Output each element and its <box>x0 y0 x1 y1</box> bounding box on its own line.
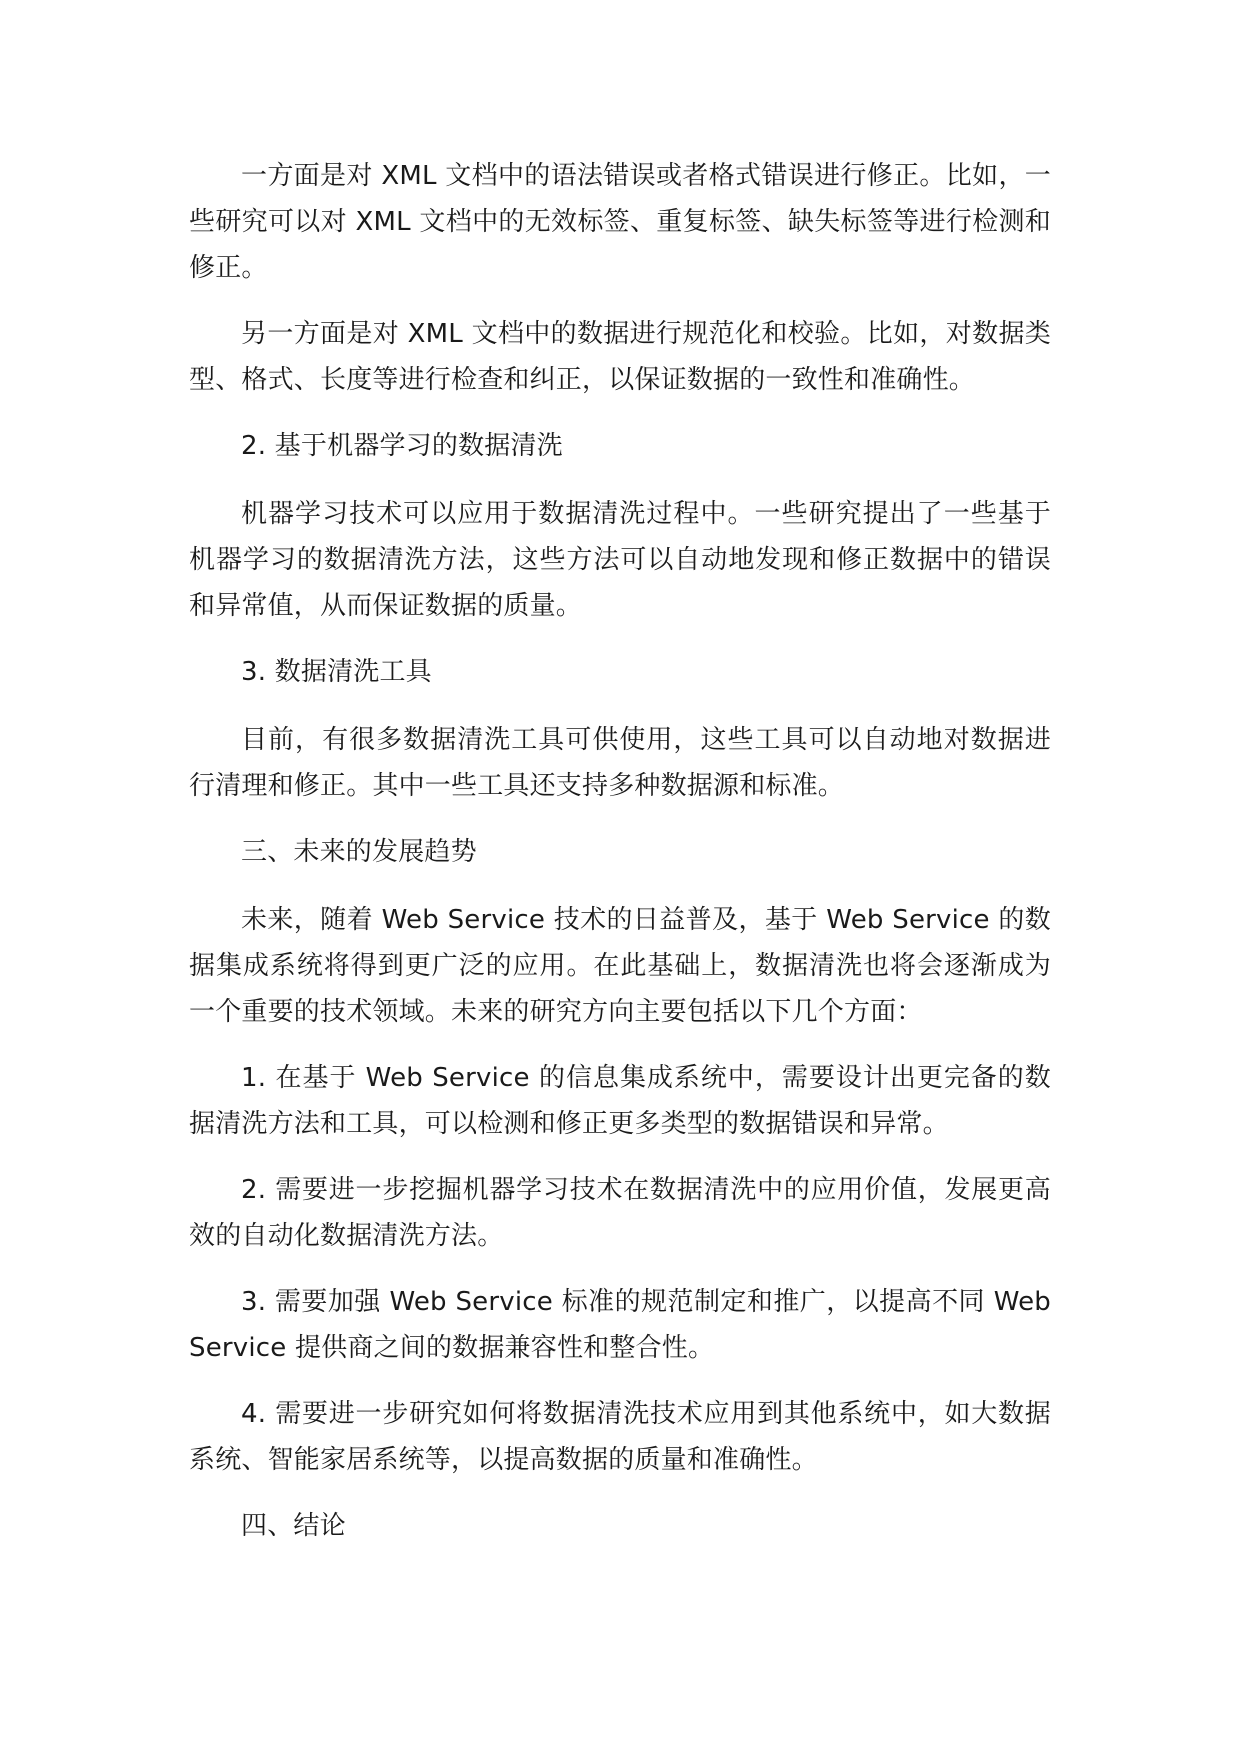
document-body <box>189 153 1051 1571</box>
section-heading-ml-cleaning: 2. 基于机器学习的数据清洗 <box>241 431 563 461</box>
paragraph-ml-cleaning: 机器学习技术可以应用于数据清洗过程中。一些研究提出了一些基于机器学习的数据清洗方法，这些方法可以自动地发现和修正数据中的错误和异常值，从而保证数据的质量。 <box>189 499 1051 621</box>
paragraph-xml-data-normalization: 另一方面是对 XML 文档中的数据进行规范化和校验。比如，对数据类型、格式、长度等进行检查和纠正，以保证数据的一致性和准确性。 <box>189 319 1051 395</box>
paragraph-cleaning-tools: 目前，有很多数据清洗工具可供使用，这些工具可以自动地对数据进行清理和修正。其中一些工具还支持多种数据源和标准。 <box>189 725 1051 801</box>
section-heading-conclusion: 四、结论 <box>241 1511 346 1541</box>
section-heading-cleaning-tools: 3. 数据清洗工具 <box>241 657 432 687</box>
list-item-future-2: 2. 需要进一步挖掘机器学习技术在数据清洗中的应用价值，发展更高效的自动化数据清洗方法。 <box>189 1175 1051 1251</box>
paragraph-future-trends: 未来，随着 Web Service 技术的日益普及，基于 Web Service 的数据集成系统将得到更广泛的应用。在此基础上，数据清洗也将会逐渐成为一个重要的技术领域。未来的研究方向主要包括以下几个方面： <box>189 905 1051 1027</box>
list-item-future-1: 1. 在基于 Web Service 的信息集成系统中，需要设计出更完备的数据清洗方法和工具，可以检测和修正更多类型的数据错误和异常。 <box>189 1063 1051 1139</box>
list-item-future-3: 3. 需要加强 Web Service 标准的规范制定和推广，以提高不同 Web Service 提供商之间的数据兼容性和整合性。 <box>189 1287 1051 1363</box>
paragraph-xml-syntax-fix: 一方面是对 XML 文档中的语法错误或者格式错误进行修正。比如，一些研究可以对 XML 文档中的无效标签、重复标签、缺失标签等进行检测和修正。 <box>189 161 1051 283</box>
section-heading-future-trends: 三、未来的发展趋势 <box>241 837 477 867</box>
list-item-future-4: 4. 需要进一步研究如何将数据清洗技术应用到其他系统中，如大数据系统、智能家居系统等，以提高数据的质量和准确性。 <box>189 1399 1051 1475</box>
